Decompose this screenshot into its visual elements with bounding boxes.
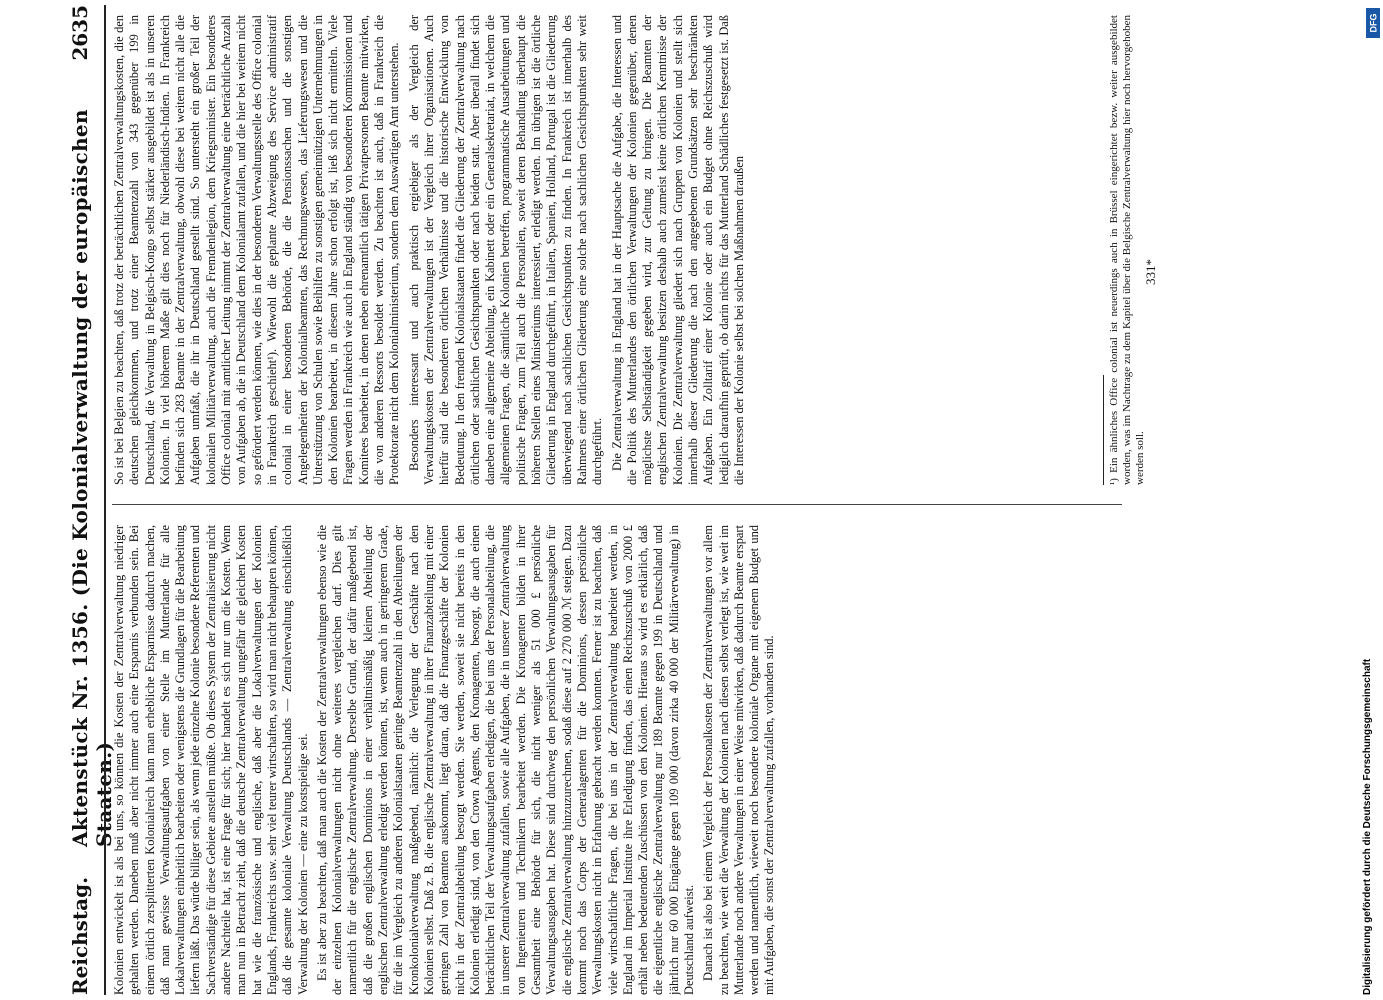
dfg-logo <box>1366 8 1380 38</box>
page-signature: 331* <box>1143 259 1158 285</box>
paragraph: So ist bei Belgien zu beachten, daß trotz der beträchtlichen Zentralverwaltungskosten, die den deutschen gleichkommen, und trotz einer Beamtenzahl von 343 gegenüber 199 in Deutschland, die Verwaltung in Belgisch-Kongo selbst stärker ausgebildet ist als in unseren Kolonien. In viel höherem Maße gilt dies noch für Niederländisch-Indien. In Frankreich befinden sich 283 Beamte in der Zentralverwaltung, obwohl diese bei weitem nicht alle die Aufgaben umfaßt, die ihr in Deutschland gestellt sind. So untersteht ein großer Teil der kolonialen Militärverwaltung, auch die Fremdenlegion, dem Kriegsminister. Ein besonderes Office colonial mit amtlicher Leitung nimmt der Zentralverwaltung eine beträchtliche Anzahl von Aufgaben ab, die in Deutschland dem Kolonialamt zufallen, und die hier bei weitem nicht so gefördert werden können, wie dies in der besonderen Verwaltungsstelle des Office colonial in Frankreich geschieht¹). Wiewohl die geplante Abzweigung des Service administratif colonial in einer besonderen Behörde, die die Pensionssachen und die sonstigen Angelegenheiten der Kolonialbeamten, das Rechnungswesen, das Lieferungswesen und die Unterstützung von Schulen sowie Beihilfen zu sonstigen gemeinnützigen Unternehmungen in den Kolonien bearbeitet, in diesem Jahre schon erfolgt ist, ließ sich nicht ermitteln. Viele Fragen werden in Frankreich wie auch in England ständig von besonderen Kommissionen und Komitees bearbeitet, in denen neben ehrenamtlich tätigen Privatpersonen Beamte mitwirken, die von anderen Ressorts besoldet werden. Zu beachten ist auch, daß in Frankreich die Protektorate nicht dem Kolonialministerium, sondern dem Auswärtigen Amt unterstehen. <box>112 15 402 485</box>
digitization-credit: Digitalisierung gefördert durch die Deutsche Forschungsgemeinschaft <box>1362 658 1373 995</box>
paragraph: Kolonien entwickelt ist als bei uns, so können die Kosten der Zentralverwaltung niedriger gehalten werden. Daneben muß aber nicht immer auch eine Ersparnis verbunden sein. Bei einem örtlich zersplitterten Kolonialreich kann man erhebliche Ersparnisse dadurch machen, daß man gewisse Verwaltungsaufgaben von einer Stelle im Mutterlande für alle Lokalverwaltungen einheitlich bearbeiten oder wenigstens die Grundlagen für die Bearbeitung liefern läßt. Das würde billiger sein, als wenn jede einzelne Kolonie besondere Referenten und Sachverständige für diese Gebiete anstellen müßte. Ob dieses System der Zentralisierung nicht andere Nachteile hat, ist eine Frage für sich; hier handelt es sich nur um die Kosten. Wenn man nun in Betracht zieht, daß die deutsche Zentralverwaltung ungefähr die gleichen Kosten hat wie die französische und englische, daß aber die Lokalverwaltungen der Kolonien Englands, Frankreichs usw. sehr viel teurer wirtschaften, so wird man nicht behaupten können, daß die gesamte koloniale Verwaltung Deutschlands — Zentralverwaltung einschließlich Verwaltung der Kolonien — eine zu kostspielige sei. <box>112 525 310 995</box>
page-number: 2635 <box>68 5 92 61</box>
header-title: Aktenstück Nr. 1356. (Die Kolonialverwaltung der europäischen Staaten.) <box>68 109 116 847</box>
paragraph: Besonders interessant und auch praktisch ergiebiger als der Vergleich der Verwaltungskosten der Zentralverwaltungen ist der Vergleich ihrer Organisationen. Auch hierfür sind die besonderen örtlichen Verhältnisse und die historische Entwicklung von Bedeutung. In den fremden Kolonialstaaten findet die Gliederung der Zentralverwaltung nach örtlichen oder sachlichen Gesichtspunkten oder nach beiden statt. Aber überall findet sich daneben eine allgemeine Abteilung, ein Kabinett oder ein Generalsekretariat, in welchem die allgemeinen Fragen, die sämtliche Kolonien betreffen, programmatische Ausarbeitungen und politische Fragen, zum Teil auch die Personalien, soweit deren Behandlung überhaupt die höheren Stellen eines Ministeriums interessiert, erledigt werden. Im übrigen ist die örtliche Gliederung in England durchgeführt, in Italien, Spanien, Holland, Portugal ist die Gliederung überwiegend nach sachlichen Gesichtspunkten zu finden. In Frankreich ist innerhalb des Rahmens einer örtlichen Gliederung eine solche nach sachlichen Gesichtspunkten sehr weit durchgeführt. <box>406 15 605 485</box>
paragraph: Die Zentralverwaltung in England hat in der Hauptsache die Aufgabe, die Interessen und die Politik des Mutterlandes den örtlichen Verwaltungen der Kolonien gegenüber, denen möglichste Selbständigkeit gegeben wird, zur Geltung zu bringen. Die Beamten der englischen Zentralverwaltung besitzen deshalb auch zumeist keine örtlichen Kenntnisse der Kolonien. Die Zentralverwaltung gliedert sich nach Gruppen von Kolonien und stellt sich innerhalb dieser Gliederung die nach den angegebenen Grundsätzen sehr beschränkten Aufgaben. Ein Zolltarif einer Kolonie oder auch ein Budget ohne Reichszuschuß wird lediglich daraufhin geprüft, ob darin nichts für das Mutterland Schädliches festgesetzt ist. Daß die Interessen der Kolonie selbst bei solchen Maßnahmen draußen <box>609 15 746 485</box>
page-header <box>68 5 116 995</box>
text-column-left <box>112 525 1122 995</box>
paragraph: Es ist aber zu beachten, daß man auch die Kosten der Zentralverwaltungen ebenso wie die der einzelnen Kolonialverwaltungen nicht ohne weiteres vergleichen darf. Dies gilt namentlich für die englische Zentralverwaltung. Derselbe Grund, der dafür maßgebend ist, daß die großen englischen Dominions in einer verhältnismäßig kleinen Abteilung der englischen Zentralverwaltung erledigt werden können, ist, wenn auch in geringerem Grade, für die im Vergleich zu anderen Kolonialstaaten geringe Beamtenzahl in den Abteilungen der Kronkolonialverwaltung maßgebend, nämlich: die Verlegung der Geschäfte nach den Kolonien selbst. Daß z. B. die englische Zentralverwaltung in ihrer Finanzabteilung mit einer geringen Zahl von Beamten auskommt, liegt daran, daß die Finanzgeschäfte der Kolonien nicht in der Zentralabteilung besorgt werden. Sie werden, soweit sie nicht bereits in den Kolonien erledigt sind, von den Crown Agents, den Kronagenten, besorgt, die auch einen beträchtlichen Teil der Verwaltungsaufgaben erledigen, die bei uns der Personalabteilung, die in unserer Zentralverwaltung zufallen, sowie alle Aufgaben, die in unserer Zentralverwaltung von Ingenieuren und Technikern bearbeitet werden. Die Kronagenten bilden in ihrer Gesamtheit eine Behörde für sich, die nicht weniger als 51 000 £ persönliche Verwaltungsausgaben hat. Diese sind durchweg den persönlichen Verwaltungsausgaben für die englische Zentralverwaltung hinzuzurechnen, sodaß diese auf 2 270 000 ℳ steigen. Dazu kommt noch das Corps der Generalagenten für die Dominions, dessen persönliche Verwaltungskosten nicht in Erfahrung gebracht werden konnten. Ferner ist zu beachten, daß viele wirtschaftliche Fragen, die bei uns in der Zentralverwaltung bearbeitet werden, in England im Imperial Institute ihre Erledigung finden, das einen Reichszuschuß von 2000 £ erhält neben bedeutenden Zuschüssen von den Kolonien. Hieraus so wird es erklärlich, daß die eigentliche englische Zentralverwaltung nur 189 Beamte gegen 199 in Deutschland und jährlich nur 60 000 Eingänge gegen 109 000 (davon zirka 40 000 der Militärverwaltung) in Deutschland aufweist. <box>314 525 696 995</box>
rotated-document-page <box>68 5 1293 995</box>
header-left: Reichstag. <box>68 876 92 995</box>
text-column-right <box>112 15 1122 485</box>
footnote: ¹) Ein ähnliches Office colonial ist neuerdings auch in Brüssel eingerichtet bezw. weiter ausgebildet worden, was im Nachtrage zu dem Kapitel über die Belgische Zentralverwaltung hier noch hervorgehoben werden soll. <box>1108 15 1146 485</box>
header-rule <box>104 5 106 995</box>
dfg-logo-text: DFG <box>1368 13 1378 33</box>
footnote-rule <box>1103 375 1104 485</box>
column-divider <box>112 504 1122 505</box>
paragraph: Danach ist also bei einem Vergleich der Personalkosten der Zentralverwaltungen vor allem zu beachten, wie weit die Verwaltung der Kolonien nach diesen selbst verlegt ist, wie weit im Mutterlande noch andere Verwaltungen in einer Weise mitwirken, daß dadurch Beamte erspart werden und namentlich, wieweit noch besondere koloniale Organe mit eigenem Budget und mit Aufgaben, die sonst der Zentralverwaltung zufallen, vorhanden sind. <box>701 525 777 995</box>
